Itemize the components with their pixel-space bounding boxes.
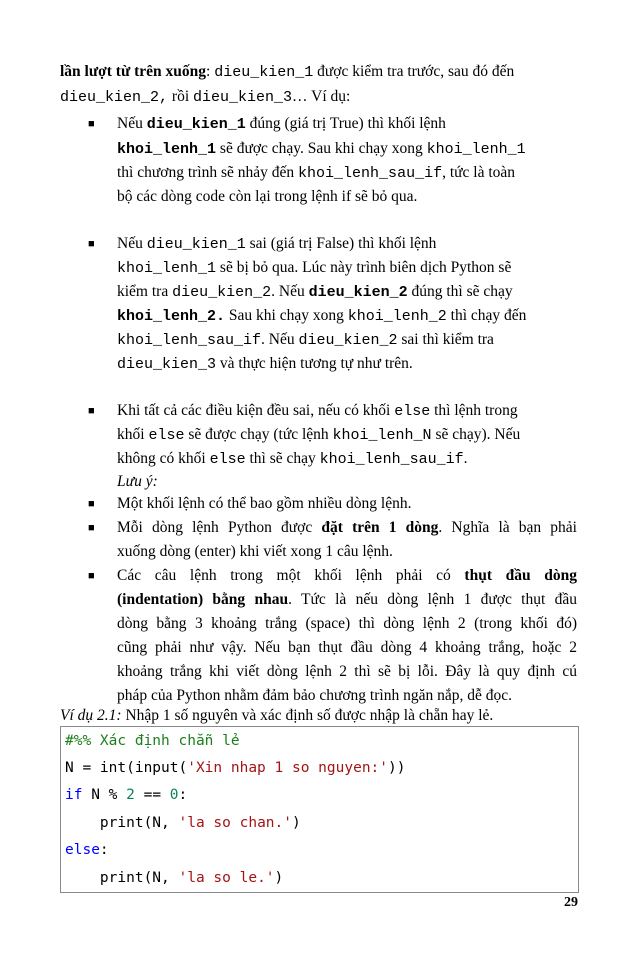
code-line-6	[65, 868, 283, 888]
code-block	[60, 726, 579, 893]
n3-line-6: pháp của Python nhằm đảm bảo chương trình ngăn nắp, dễ đọc.	[117, 687, 512, 704]
text: thì chương trình sẽ nhảy đến	[117, 164, 299, 181]
code-text: khoi_lenh_2	[347, 308, 447, 325]
code-token: print(N,	[65, 815, 179, 831]
text: sẽ được chạy. Sau khi chạy xong	[216, 140, 427, 157]
text: .	[463, 450, 468, 467]
code-number: 2	[126, 787, 135, 803]
code-text: khoi_lenh_N	[332, 427, 432, 444]
text: kiểm tra	[117, 283, 173, 300]
n2-line-1	[117, 518, 577, 538]
b1-line-3	[117, 163, 515, 184]
code-token: :	[99, 842, 109, 858]
n3-line-5: khoảng trắng khi viết dòng lệnh 2 thì sẽ bị lỗi. Đây là quy định cú	[117, 663, 577, 680]
text: sẽ được chạy (tức lệnh	[184, 426, 333, 443]
code-token: N %	[82, 787, 127, 803]
b2-line-4	[117, 306, 526, 327]
bullet-icon: ■	[88, 405, 95, 417]
code-text: else	[209, 451, 246, 468]
code-text: else	[394, 403, 431, 420]
bold-text: đặt trên 1 dòng	[321, 519, 439, 536]
code-text: dieu_kien_2	[172, 284, 272, 301]
code-line-5	[65, 840, 109, 860]
bold-text: thụt đầu dòng	[464, 567, 577, 584]
text: đúng (giá trị True) thì khối lệnh	[245, 115, 446, 132]
n2-line-2: xuống dòng (enter) khi viết xong 1 câu lệnh.	[117, 543, 393, 560]
code-text: khoi_lenh_sau_if	[319, 451, 464, 468]
b2-line-6	[117, 354, 413, 375]
text: và thực hiện tương tự như trên.	[216, 355, 413, 372]
code-line-1	[65, 731, 240, 751]
text: sẽ chạy). Nếu	[431, 426, 521, 443]
code-string: 'Xin nhap 1 so nguyen:'	[187, 760, 389, 776]
code-text: dieu_kien_3	[117, 356, 217, 373]
code-text: khoi_lenh_1	[117, 141, 217, 158]
code-line-4	[65, 813, 301, 833]
text: thì sẽ chạy	[245, 450, 320, 467]
text: sai (giá trị False) thì khối lệnh	[245, 235, 437, 252]
code-keyword: if	[65, 787, 83, 803]
b2-line-5	[117, 330, 494, 351]
bullet-icon: ■	[88, 522, 95, 534]
b3-line-1	[117, 401, 518, 422]
text: không có khối	[117, 450, 210, 467]
b3-line-3	[117, 449, 468, 470]
bullet-icon: ■	[88, 498, 95, 510]
n3-line-3: dòng bằng 3 khoảng trắng (space) thì dòng lệnh 2 (trong khối đó)	[117, 615, 577, 632]
b1-line-2	[117, 139, 526, 160]
code-text: dieu_kien_1	[146, 116, 246, 133]
n3-line-2	[117, 590, 577, 610]
b2-line-1	[117, 234, 436, 255]
text: sai thì kiểm tra	[397, 331, 494, 348]
intro-line-1	[60, 62, 514, 83]
n3-line-4: cũng phải như vậy. Nếu bạn thụt đầu dòng 4 khoảng trắng, hoặc 2	[117, 639, 577, 656]
code-text: khoi_lenh_1	[426, 141, 526, 158]
code-number: 0	[169, 787, 179, 803]
example-text: Nhập 1 số nguyên và xác định số được nhập là chẵn hay lẻ.	[121, 707, 494, 724]
text: Các câu lệnh trong một khối lệnh phải có	[117, 567, 465, 584]
text: Nếu	[117, 115, 147, 132]
b1-line-1	[117, 114, 446, 135]
code-text: khoi_lenh_1	[117, 260, 217, 277]
b1-line-4: bộ các dòng code còn lại trong lệnh if sẽ bỏ qua.	[117, 188, 418, 205]
bullet-icon: ■	[88, 118, 95, 130]
example-heading	[60, 706, 493, 726]
code-comment: #%% Xác định chẵn lẻ	[65, 733, 240, 749]
text: . Nếu	[271, 283, 309, 300]
code-text: dieu_kien_2	[298, 332, 398, 349]
note-label: Lưu ý:	[117, 473, 158, 490]
text: Sau khi chạy xong	[225, 307, 348, 324]
text: được kiểm tra trước, sau đó đến	[313, 63, 515, 80]
code-text: khoi_lenh_sau_if	[117, 332, 262, 349]
text: . Nghĩa là bạn phải	[438, 519, 577, 536]
text: , tức là toàn	[442, 164, 516, 181]
text: rồi	[168, 88, 193, 105]
code-token: )	[274, 870, 284, 886]
text: sẽ bị bỏ qua. Lúc này trình biên dịch Python sẽ	[216, 259, 512, 276]
page-number: 29	[564, 895, 578, 910]
code-line-2	[65, 758, 405, 778]
code-token: ))	[388, 760, 406, 776]
code-token: N = int(input(	[65, 760, 188, 776]
code-keyword: else	[65, 842, 100, 858]
bold-text: (indentation) bằng nhau	[117, 591, 289, 608]
text: … Ví dụ:	[292, 88, 351, 105]
code-text: else	[148, 427, 185, 444]
n3-line-1	[117, 566, 577, 586]
b3-line-2	[117, 425, 520, 446]
text: . Nếu	[261, 331, 299, 348]
intro-line-2	[60, 87, 350, 108]
text: thì chạy đến	[446, 307, 527, 324]
code-token: ==	[134, 787, 170, 803]
code-text: dieu_kien_1	[214, 64, 314, 81]
b2-line-2	[117, 258, 511, 279]
code-text: khoi_lenh_2.	[117, 308, 226, 325]
text: :	[206, 63, 215, 80]
text: Khi tất cả các điều kiện đều sai, nếu có khối	[117, 402, 395, 419]
text: khối	[117, 426, 149, 443]
bullet-icon: ■	[88, 570, 95, 582]
text: đúng thì sẽ chạy	[407, 283, 513, 300]
bullet-icon: ■	[88, 238, 95, 250]
code-string: 'la so le.'	[178, 870, 275, 886]
text: . Tức là nếu dòng lệnh 1 được thụt đầu	[288, 591, 577, 608]
example-label: Ví dụ 2.1:	[60, 707, 122, 724]
code-string: 'la so chan.'	[178, 815, 292, 831]
code-token: )	[292, 815, 301, 831]
text: Mỗi dòng lệnh Python được	[117, 519, 322, 536]
code-text: dieu_kien_2	[308, 284, 408, 301]
code-line-3	[65, 785, 187, 805]
text: Nếu	[117, 235, 147, 252]
code-token: :	[178, 787, 188, 803]
code-text: khoi_lenh_sau_if	[298, 165, 443, 182]
code-token: print(N,	[65, 870, 179, 886]
code-text: dieu_kien_1	[146, 236, 246, 253]
text: thì lệnh trong	[430, 402, 518, 419]
bold-text: lần lượt từ trên xuống	[60, 63, 207, 80]
code-text: dieu_kien_2,	[60, 89, 169, 106]
n1-line: Một khối lệnh có thể bao gồm nhiều dòng lệnh.	[117, 495, 412, 512]
code-text: dieu_kien_3	[193, 89, 293, 106]
b2-line-3	[117, 282, 513, 303]
